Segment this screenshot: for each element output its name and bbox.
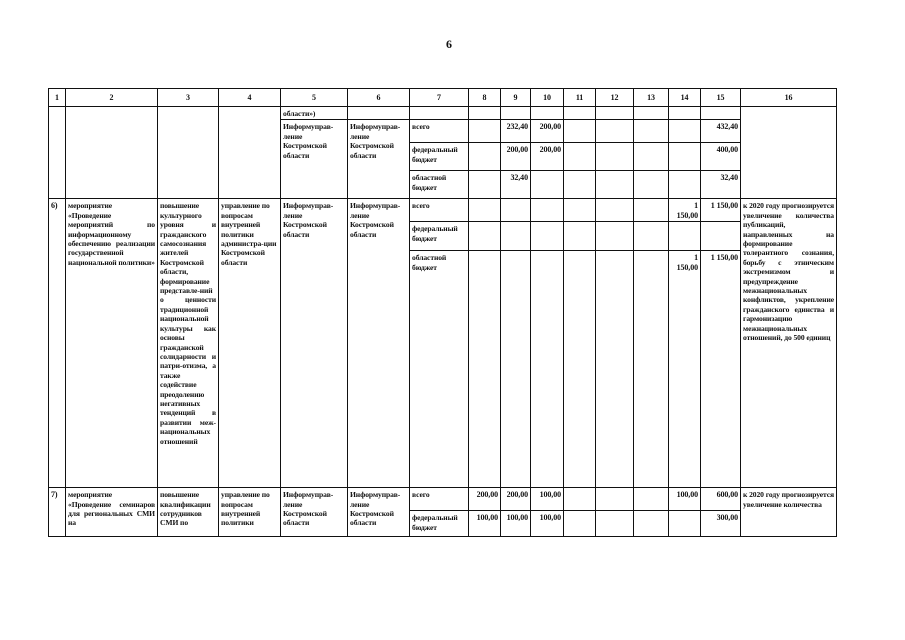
- amount-cell: [564, 199, 596, 222]
- column-header-3: 3: [158, 89, 219, 107]
- amount-cell: 400,00: [701, 143, 741, 171]
- amount-cell: 100,00: [501, 511, 531, 537]
- funding-source-cell: областной бюджет: [410, 171, 469, 199]
- program-activities-table: [48, 88, 837, 537]
- amount-cell: [564, 143, 596, 171]
- item-number: 6): [49, 199, 66, 488]
- amount-cell: [501, 199, 531, 222]
- amount-cell: 200,00: [501, 143, 531, 171]
- amount-cell: [669, 171, 701, 199]
- amount-cell: 300,00: [701, 511, 741, 537]
- empty-cell: [49, 107, 66, 199]
- amount-cell: [501, 222, 531, 251]
- amount-cell: [469, 120, 501, 143]
- customer-cell: Информуправ-ление Костромской области: [281, 488, 348, 537]
- amount-cell: [634, 171, 669, 199]
- empty-cell: [219, 107, 281, 199]
- column-header-9: 9: [501, 89, 531, 107]
- amount-cell: [669, 143, 701, 171]
- empty-cell: [564, 107, 596, 120]
- funding-source-cell: федеральный бюджет: [410, 143, 469, 171]
- column-header-14: 14: [669, 89, 701, 107]
- amount-cell: [531, 222, 564, 251]
- funding-source-cell: федеральный бюджет: [410, 222, 469, 251]
- amount-cell: 600,00: [701, 488, 741, 511]
- amount-cell: 100,00: [469, 511, 501, 537]
- responsible-executor: управление по вопросам внутренней политики: [219, 488, 281, 537]
- empty-cell: [634, 107, 669, 120]
- column-header-4: 4: [219, 89, 281, 107]
- empty-cell: [501, 107, 531, 120]
- table-row: [49, 107, 837, 120]
- table-row: [49, 488, 837, 511]
- amount-cell: [701, 222, 741, 251]
- activity-goal: повышение культурного уровня и гражданского самосознания жителей Костромской области, формирование представле-ний о ценности традиционной национальной культуры как основы гражданской солидарности и патри-отизма, а также содействие преодолению негативных тенденций в развитии меж-национальных отношений: [158, 199, 219, 488]
- amount-cell: [469, 251, 501, 488]
- amount-cell: [564, 171, 596, 199]
- amount-cell: [634, 120, 669, 143]
- amount-cell: [564, 120, 596, 143]
- amount-cell: 1 150,00: [701, 199, 741, 222]
- amount-cell: 32,40: [701, 171, 741, 199]
- amount-cell: [564, 222, 596, 251]
- amount-cell: 100,00: [531, 511, 564, 537]
- funding-source-cell: федеральный бюджет: [410, 511, 469, 537]
- column-header-15: 15: [701, 89, 741, 107]
- empty-cell: [469, 107, 501, 120]
- result-cell: [741, 107, 837, 199]
- amount-cell: 1 150,00: [701, 251, 741, 488]
- customer-cell: Информуправ-ление Костромской области: [281, 199, 348, 488]
- amount-cell: 200,00: [469, 488, 501, 511]
- amount-cell: [469, 222, 501, 251]
- executor-cell: Информуправ-ление Костромской области: [348, 488, 410, 537]
- column-header-7: 7: [410, 89, 469, 107]
- amount-cell: [634, 251, 669, 488]
- amount-cell: 200,00: [531, 120, 564, 143]
- column-header-1: 1: [49, 89, 66, 107]
- table-row: [49, 199, 837, 222]
- amount-cell: [469, 143, 501, 171]
- amount-cell: [596, 511, 634, 537]
- funding-source-cell: всего: [410, 120, 469, 143]
- amount-cell: [634, 488, 669, 511]
- column-header-13: 13: [634, 89, 669, 107]
- amount-cell: [669, 511, 701, 537]
- amount-cell: 1 150,00: [669, 251, 701, 488]
- amount-cell: 200,00: [501, 488, 531, 511]
- amount-cell: [634, 143, 669, 171]
- amount-cell: [564, 251, 596, 488]
- expected-result: к 2020 году прогнозируется увеличение количества: [741, 488, 837, 537]
- amount-cell: [531, 199, 564, 222]
- empty-cell: [348, 107, 410, 120]
- empty-cell: [669, 107, 701, 120]
- item-number: 7): [49, 488, 66, 537]
- funding-source-cell: областной бюджет: [410, 251, 469, 488]
- amount-cell: [669, 222, 701, 251]
- executor-cell: Информуправ-ление Костромской области: [348, 199, 410, 488]
- column-header-10: 10: [531, 89, 564, 107]
- funding-source-cell: всего: [410, 488, 469, 511]
- empty-cell: [410, 107, 469, 120]
- amount-cell: [531, 171, 564, 199]
- empty-cell: [701, 107, 741, 120]
- amount-cell: [634, 222, 669, 251]
- customer-cell: области»): [281, 107, 348, 120]
- column-header-5: 5: [281, 89, 348, 107]
- header-row: [49, 89, 837, 107]
- empty-cell: [158, 107, 219, 199]
- amount-cell: [669, 120, 701, 143]
- amount-cell: [634, 199, 669, 222]
- funding-source-cell: всего: [410, 199, 469, 222]
- amount-cell: [596, 199, 634, 222]
- column-header-16: 16: [741, 89, 837, 107]
- amount-cell: [596, 222, 634, 251]
- amount-cell: [469, 171, 501, 199]
- amount-cell: 232,40: [501, 120, 531, 143]
- amount-cell: 200,00: [531, 143, 564, 171]
- amount-cell: 100,00: [669, 488, 701, 511]
- amount-cell: [596, 251, 634, 488]
- expected-result: к 2020 году прогнозируется увеличение количества публикаций, направленных на формирование толерантного сознания, борьбу с этническим экстремизмом и предупреждение межнациональных конфликтов, укрепление гражданского единства и гармонизацию межнациональных отношений, до 500 единиц: [741, 199, 837, 488]
- page-number: 6: [446, 37, 452, 51]
- amount-cell: 1 150,00: [669, 199, 701, 222]
- column-header-2: 2: [66, 89, 158, 107]
- amount-cell: 432,40: [701, 120, 741, 143]
- executor-cell: Информуправ-ление Костромской области: [348, 120, 410, 199]
- amount-cell: [634, 511, 669, 537]
- amount-cell: [596, 171, 634, 199]
- column-header-8: 8: [469, 89, 501, 107]
- column-header-12: 12: [596, 89, 634, 107]
- column-header-6: 6: [348, 89, 410, 107]
- amount-cell: [596, 120, 634, 143]
- amount-cell: [469, 199, 501, 222]
- amount-cell: [596, 488, 634, 511]
- amount-cell: [596, 143, 634, 171]
- empty-cell: [531, 107, 564, 120]
- empty-cell: [596, 107, 634, 120]
- responsible-executor: управление по вопросам внутренней политики администра-ции Костромской области: [219, 199, 281, 488]
- amount-cell: [564, 511, 596, 537]
- activity-name: мероприятие «Проведение семинаров для региональных СМИ на: [66, 488, 158, 537]
- amount-cell: [501, 251, 531, 488]
- amount-cell: 32,40: [501, 171, 531, 199]
- amount-cell: 100,00: [531, 488, 564, 511]
- customer-cell: Информуправ-ление Костромской области: [281, 120, 348, 199]
- column-header-11: 11: [564, 89, 596, 107]
- empty-cell: [66, 107, 158, 199]
- amount-cell: [564, 488, 596, 511]
- activity-goal: повышение квалификации сотрудников СМИ по: [158, 488, 219, 537]
- activity-name: мероприятие «Проведение мероприятий по информационному обеспечению реализации государственной национальной политики»: [66, 199, 158, 488]
- amount-cell: [531, 251, 564, 488]
